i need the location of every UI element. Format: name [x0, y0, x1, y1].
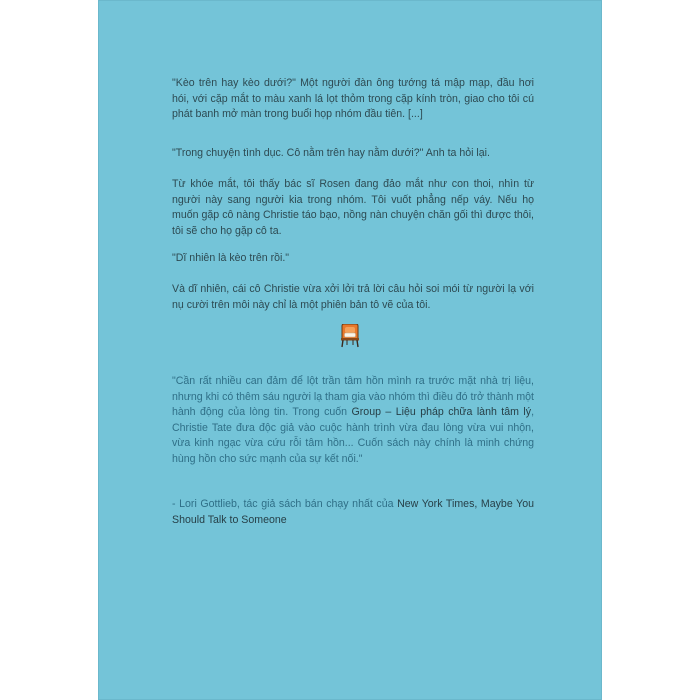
chair-icon: [339, 324, 361, 348]
review-quote-book-title: Group – Liệu pháp chữa lành tâm lý: [351, 406, 532, 419]
attribution-book-title: , Maybe You Should Talk to Someone: [172, 498, 535, 526]
excerpt-paragraph-5: Và dĩ nhiên, cái cô Christie vừa xởi lởi trả lời câu hỏi soi mói từ người lạ với nụ cười trên môi này chỉ là một phiên bản tô vẽ của tôi.: [172, 283, 534, 311]
attribution-part-1: - Lori Gottlieb, tác giả sách bán chạy nhất của: [172, 498, 398, 510]
excerpt-paragraph-2: "Trong chuyện tình dục. Cô nằm trên hay nằm dưới?" Anh ta hỏi lại.: [172, 147, 490, 159]
review-quote-part-2: , Christie Tate đưa độc giả vào cuộc hành trình vừa đau lòng vừa vui nhộn, vừa kinh ngạc vừa cứu rỗi tâm hồn... Cuốn sách này chính là minh chứng hùng hồn cho sức mạnh của sự kết nối.": [172, 406, 535, 465]
attribution-newspaper: New York Times: [397, 498, 475, 510]
excerpt-paragraph-1: "Kèo trên hay kèo dưới?" Một người đàn ông tướng tá mập mạp, đầu hơi hói, với cặp mắt to màu xanh lá lọt thỏm trong cặp kính tròn, giao cho tôi cú phát banh mở màn trong buổi họp nhóm đầu tiên. [...]: [172, 77, 534, 121]
excerpt-paragraph-4: "Dĩ nhiên là kèo trên rồi.": [172, 252, 290, 264]
excerpt-paragraph-3: Từ khóe mắt, tôi thấy bác sĩ Rosen đang đảo mắt như con thoi, nhìn từ người này sang người kia trong nhóm. Tôi vuốt phẳng nếp váy. Nếu họ muốn gặp cô nàng Christie táo bạo, nồng nàn chuyện chăn gối thì được thôi, tôi sẽ cho họ gặp cô ta.: [172, 178, 534, 237]
review-attribution: [172, 497, 534, 528]
review-quote-part-1: "Cần rất nhiều can đảm để lột trần tâm hồn mình ra trước mặt nhà trị liệu, nhưng khi có thêm sáu người lạ tham gia vào nhóm thì điều đó trở thành một hành động của lòng tin. Trong cuốn: [172, 375, 534, 419]
book-back-cover: [98, 0, 602, 700]
review-quote: [172, 374, 534, 468]
